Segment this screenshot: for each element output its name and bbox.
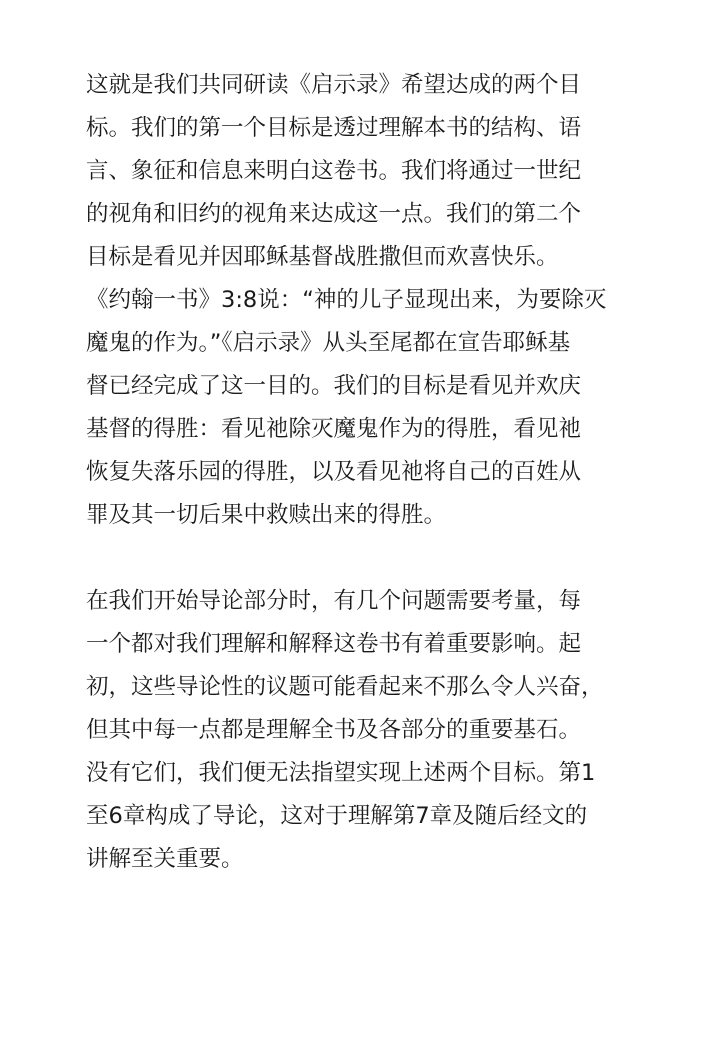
paragraph-introduction [86,580,638,881]
text-line: 但其中每一点都是理解全书及各部分的重要基石。 [86,717,582,743]
paragraph-goals [86,64,638,537]
document-page [86,64,638,881]
text-line: 一个都对我们理解和解释这卷书有着重要影响。起 [86,631,582,657]
text-line: 这就是我们共同研读《启示录》希望达成的两个目 [86,72,582,98]
text-line: 没有它们，我们便无法指望实现上述两个目标。第1 [86,760,596,786]
text-line: 罪及其一切后果中救赎出来的得胜。 [86,502,447,528]
text-line: 魔鬼的作为。”《启示录》从头至尾都在宣告耶稣基 [86,330,571,356]
text-line: 目标是看见并因耶稣基督战胜撒但而欢喜快乐。 [86,244,559,270]
text-line: 的视角和旧约的视角来达成这一点。我们的第二个 [86,201,582,227]
text-line: 至6章构成了导论，这对于理解第7章及随后经文的 [86,803,588,829]
text-line: 标。我们的第一个目标是透过理解本书的结构、语 [86,115,582,141]
text-line: 初，这些导论性的议题可能看起来不那么令人兴奋， [86,674,604,700]
text-line: 《约翰一书》3:8说：“神的儿子显现出来，为要除灭 [86,287,607,313]
text-line: 恢复失落乐园的得胜，以及看见祂将自己的百姓从 [86,459,582,485]
text-line: 基督的得胜：看见祂除灭魔鬼作为的得胜，看见祂 [86,416,582,442]
text-line: 督已经完成了这一目的。我们的目标是看见并欢庆 [86,373,582,399]
text-line: 在我们开始导论部分时，有几个问题需要考量，每 [86,588,582,614]
text-line: 讲解至关重要。 [86,846,244,872]
text-line: 言、象征和信息来明白这卷书。我们将通过一世纪 [86,158,582,184]
paragraph-spacer [86,537,638,580]
